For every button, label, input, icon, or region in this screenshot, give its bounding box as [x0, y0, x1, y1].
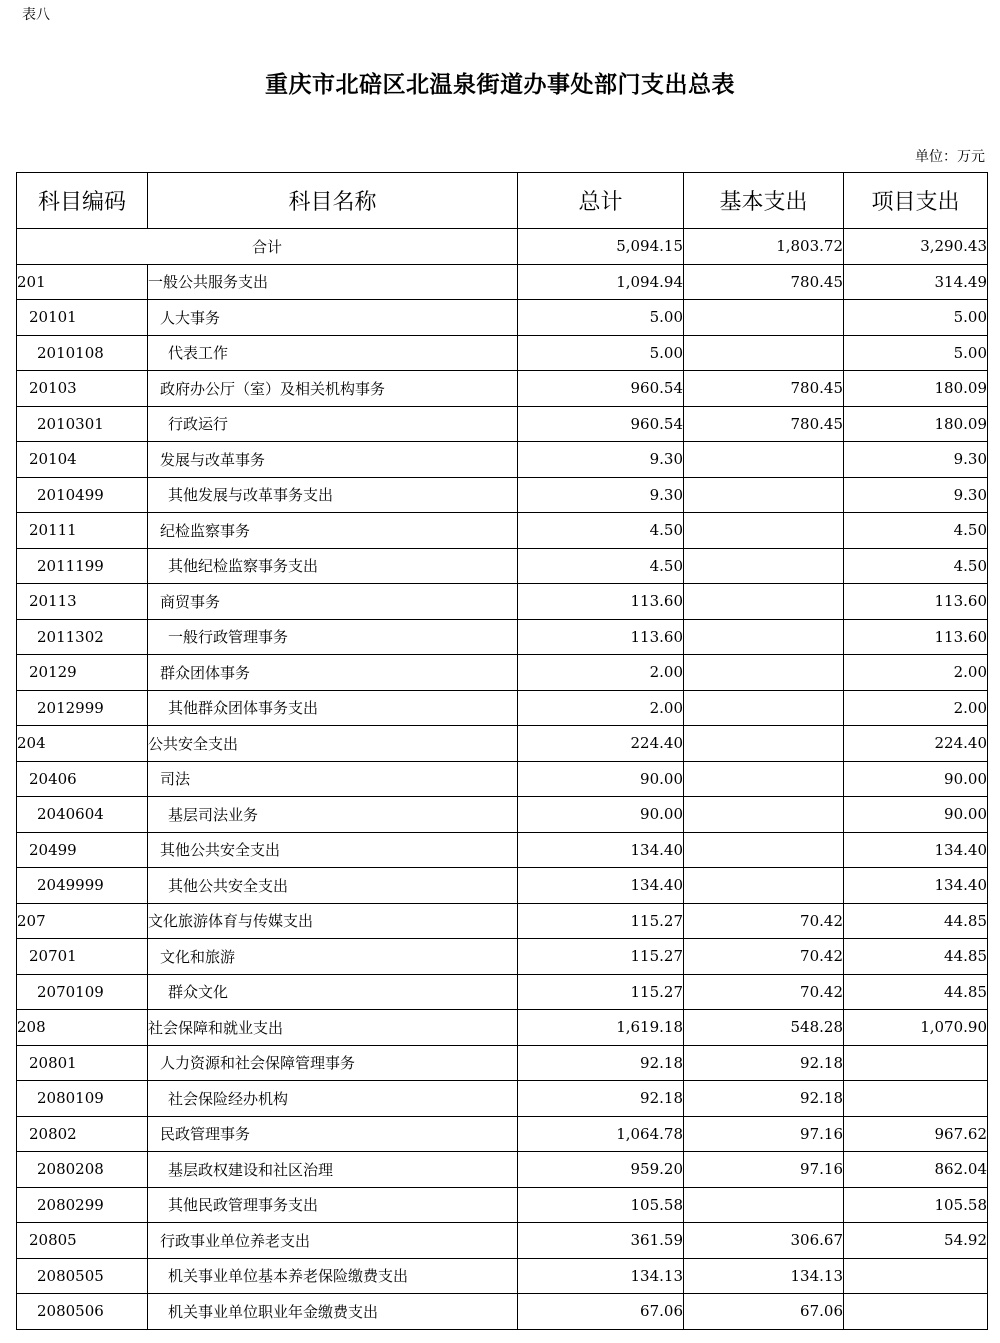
table-row	[17, 300, 988, 336]
row-code: 2012999	[17, 690, 148, 726]
row-name: 公共安全支出	[148, 726, 518, 762]
row-total: 134.40	[518, 832, 684, 868]
row-code: 2010108	[17, 335, 148, 371]
row-basic	[684, 442, 844, 478]
row-project: 90.00	[844, 797, 988, 833]
row-project: 9.30	[844, 442, 988, 478]
row-name: 社会保险经办机构	[148, 1081, 518, 1117]
row-basic: 134.13	[684, 1258, 844, 1294]
row-total: 960.54	[518, 371, 684, 407]
row-name: 社会保障和就业支出	[148, 1010, 518, 1046]
row-basic	[684, 761, 844, 797]
table-row	[17, 939, 988, 975]
row-total: 4.50	[518, 548, 684, 584]
row-total: 134.40	[518, 868, 684, 904]
table-label: 表八	[22, 7, 50, 23]
table-row	[17, 264, 988, 300]
table-row	[17, 797, 988, 833]
row-basic: 67.06	[684, 1294, 844, 1330]
row-name: 司法	[148, 761, 518, 797]
row-total: 90.00	[518, 761, 684, 797]
table-row	[17, 1081, 988, 1117]
row-code: 208	[17, 1010, 148, 1046]
row-code: 2080299	[17, 1187, 148, 1223]
row-name: 群众团体事务	[148, 655, 518, 691]
row-project: 105.58	[844, 1187, 988, 1223]
row-code: 20801	[17, 1045, 148, 1081]
row-project: 113.60	[844, 619, 988, 655]
total-label: 合计	[17, 229, 518, 265]
row-name: 代表工作	[148, 335, 518, 371]
row-project: 134.40	[844, 868, 988, 904]
row-total: 4.50	[518, 513, 684, 549]
row-total: 224.40	[518, 726, 684, 762]
row-basic: 97.16	[684, 1116, 844, 1152]
row-project: 9.30	[844, 477, 988, 513]
header-project: 项目支出	[844, 173, 988, 229]
row-total: 115.27	[518, 974, 684, 1010]
row-name: 其他发展与改革事务支出	[148, 477, 518, 513]
row-name: 基层政权建设和社区治理	[148, 1152, 518, 1188]
row-total: 9.30	[518, 477, 684, 513]
table-row	[17, 832, 988, 868]
header-name: 科目名称	[148, 173, 518, 229]
row-name: 发展与改革事务	[148, 442, 518, 478]
row-total: 113.60	[518, 584, 684, 620]
row-code: 2040604	[17, 797, 148, 833]
row-code: 2049999	[17, 868, 148, 904]
row-code: 2010301	[17, 406, 148, 442]
header-basic: 基本支出	[684, 173, 844, 229]
table-row	[17, 1152, 988, 1188]
row-project: 44.85	[844, 939, 988, 975]
table-row	[17, 690, 988, 726]
row-code: 20802	[17, 1116, 148, 1152]
row-name: 商贸事务	[148, 584, 518, 620]
table-row	[17, 1223, 988, 1259]
row-code: 2010499	[17, 477, 148, 513]
row-basic	[684, 335, 844, 371]
row-name: 政府办公厅（室）及相关机构事务	[148, 371, 518, 407]
row-basic: 70.42	[684, 939, 844, 975]
row-code: 2080208	[17, 1152, 148, 1188]
row-basic	[684, 584, 844, 620]
row-code: 2080506	[17, 1294, 148, 1330]
row-project: 180.09	[844, 371, 988, 407]
row-project: 2.00	[844, 690, 988, 726]
row-total: 115.27	[518, 939, 684, 975]
row-project: 5.00	[844, 335, 988, 371]
row-name: 其他公共安全支出	[148, 832, 518, 868]
row-basic	[684, 868, 844, 904]
table-row	[17, 1010, 988, 1046]
row-total: 5.00	[518, 335, 684, 371]
row-name: 人大事务	[148, 300, 518, 336]
row-code: 2070109	[17, 974, 148, 1010]
expenditure-table	[16, 172, 988, 1330]
row-basic: 780.45	[684, 371, 844, 407]
row-basic	[684, 726, 844, 762]
row-code: 20111	[17, 513, 148, 549]
row-name: 民政管理事务	[148, 1116, 518, 1152]
table-row	[17, 548, 988, 584]
table-row	[17, 903, 988, 939]
table-row	[17, 513, 988, 549]
row-project: 90.00	[844, 761, 988, 797]
row-code: 20129	[17, 655, 148, 691]
row-code: 204	[17, 726, 148, 762]
row-name: 一般公共服务支出	[148, 264, 518, 300]
row-total: 5.00	[518, 300, 684, 336]
table-row	[17, 584, 988, 620]
row-project	[844, 1081, 988, 1117]
row-project: 44.85	[844, 974, 988, 1010]
page-title: 重庆市北碚区北温泉街道办事处部门支出总表	[265, 71, 735, 98]
total-row	[17, 229, 988, 265]
row-basic	[684, 655, 844, 691]
row-project	[844, 1294, 988, 1330]
table-row	[17, 1294, 988, 1330]
total-total: 5,094.15	[518, 229, 684, 265]
row-total: 1,094.94	[518, 264, 684, 300]
row-total: 2.00	[518, 655, 684, 691]
table-row	[17, 1116, 988, 1152]
row-code: 20103	[17, 371, 148, 407]
row-total: 1,619.18	[518, 1010, 684, 1046]
row-total: 92.18	[518, 1045, 684, 1081]
row-total: 2.00	[518, 690, 684, 726]
row-name: 基层司法业务	[148, 797, 518, 833]
row-project: 180.09	[844, 406, 988, 442]
row-code: 20113	[17, 584, 148, 620]
row-code: 20805	[17, 1223, 148, 1259]
header-code: 科目编码	[17, 173, 148, 229]
table-row	[17, 371, 988, 407]
row-project: 4.50	[844, 548, 988, 584]
row-name: 一般行政管理事务	[148, 619, 518, 655]
row-basic: 70.42	[684, 903, 844, 939]
header-row	[17, 173, 988, 229]
row-project: 113.60	[844, 584, 988, 620]
row-project: 44.85	[844, 903, 988, 939]
row-project	[844, 1045, 988, 1081]
row-basic	[684, 619, 844, 655]
row-basic	[684, 548, 844, 584]
row-name: 机关事业单位职业年金缴费支出	[148, 1294, 518, 1330]
row-basic: 780.45	[684, 264, 844, 300]
row-project: 2.00	[844, 655, 988, 691]
row-total: 1,064.78	[518, 1116, 684, 1152]
row-name: 其他纪检监察事务支出	[148, 548, 518, 584]
row-name: 文化旅游体育与传媒支出	[148, 903, 518, 939]
row-project: 54.92	[844, 1223, 988, 1259]
row-name: 群众文化	[148, 974, 518, 1010]
row-name: 其他民政管理事务支出	[148, 1187, 518, 1223]
row-name: 纪检监察事务	[148, 513, 518, 549]
table-row	[17, 477, 988, 513]
table-row	[17, 655, 988, 691]
row-name: 其他群众团体事务支出	[148, 690, 518, 726]
row-total: 9.30	[518, 442, 684, 478]
row-basic: 548.28	[684, 1010, 844, 1046]
row-basic: 92.18	[684, 1045, 844, 1081]
row-code: 20104	[17, 442, 148, 478]
row-name: 机关事业单位基本养老保险缴费支出	[148, 1258, 518, 1294]
row-code: 2080505	[17, 1258, 148, 1294]
row-code: 201	[17, 264, 148, 300]
row-basic	[684, 477, 844, 513]
row-project: 4.50	[844, 513, 988, 549]
table-row	[17, 619, 988, 655]
table-row	[17, 726, 988, 762]
row-code: 207	[17, 903, 148, 939]
unit-label: 单位：万元	[915, 149, 985, 165]
row-code: 20499	[17, 832, 148, 868]
table-row	[17, 761, 988, 797]
row-total: 115.27	[518, 903, 684, 939]
row-project: 224.40	[844, 726, 988, 762]
row-basic: 306.67	[684, 1223, 844, 1259]
row-basic: 92.18	[684, 1081, 844, 1117]
row-code: 2080109	[17, 1081, 148, 1117]
row-basic	[684, 797, 844, 833]
row-name: 文化和旅游	[148, 939, 518, 975]
table-row	[17, 974, 988, 1010]
row-code: 20101	[17, 300, 148, 336]
row-total: 959.20	[518, 1152, 684, 1188]
row-basic	[684, 690, 844, 726]
table-row	[17, 442, 988, 478]
row-name: 行政事业单位养老支出	[148, 1223, 518, 1259]
row-basic	[684, 300, 844, 336]
row-basic: 780.45	[684, 406, 844, 442]
row-code: 20406	[17, 761, 148, 797]
table-row	[17, 1187, 988, 1223]
row-total: 361.59	[518, 1223, 684, 1259]
table-row	[17, 868, 988, 904]
row-total: 134.13	[518, 1258, 684, 1294]
row-project: 967.62	[844, 1116, 988, 1152]
table-row	[17, 1045, 988, 1081]
row-total: 105.58	[518, 1187, 684, 1223]
row-name: 人力资源和社会保障管理事务	[148, 1045, 518, 1081]
row-project: 1,070.90	[844, 1010, 988, 1046]
row-project: 134.40	[844, 832, 988, 868]
row-name: 行政运行	[148, 406, 518, 442]
row-project: 862.04	[844, 1152, 988, 1188]
row-project: 5.00	[844, 300, 988, 336]
table-row	[17, 406, 988, 442]
row-code: 20701	[17, 939, 148, 975]
table-row	[17, 335, 988, 371]
row-basic	[684, 1187, 844, 1223]
row-total: 92.18	[518, 1081, 684, 1117]
row-basic: 70.42	[684, 974, 844, 1010]
row-project	[844, 1258, 988, 1294]
row-project: 314.49	[844, 264, 988, 300]
row-basic	[684, 832, 844, 868]
total-project: 3,290.43	[844, 229, 988, 265]
row-name: 其他公共安全支出	[148, 868, 518, 904]
table-row	[17, 1258, 988, 1294]
row-basic	[684, 513, 844, 549]
row-total: 960.54	[518, 406, 684, 442]
row-total: 67.06	[518, 1294, 684, 1330]
row-total: 113.60	[518, 619, 684, 655]
total-basic: 1,803.72	[684, 229, 844, 265]
row-code: 2011199	[17, 548, 148, 584]
header-total: 总计	[518, 173, 684, 229]
row-basic: 97.16	[684, 1152, 844, 1188]
row-code: 2011302	[17, 619, 148, 655]
row-total: 90.00	[518, 797, 684, 833]
